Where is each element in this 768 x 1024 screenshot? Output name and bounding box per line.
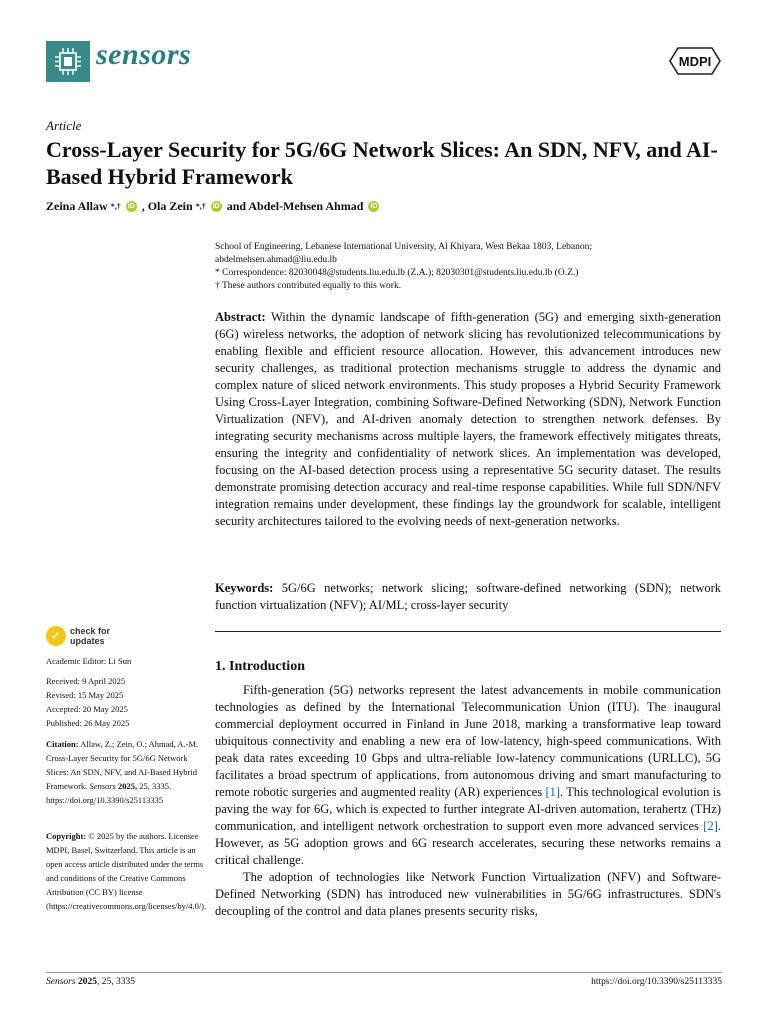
dates <box>46 674 206 730</box>
affiliations <box>215 241 735 293</box>
author-affil-mark: *,† <box>110 202 121 211</box>
citation-link[interactable]: [1] <box>545 785 561 799</box>
author-name[interactable]: and Abdel-Mehsen Ahmad <box>226 199 364 213</box>
footer-doi[interactable]: https://doi.org/10.3390/s25113335 <box>591 977 722 987</box>
divider <box>215 631 721 632</box>
date-revised: Revised: 15 May 2025 <box>46 690 124 700</box>
check-updates-line: check for <box>70 626 111 636</box>
footer-volume: , 25, 3335 <box>96 977 135 987</box>
keywords-text: 5G/6G networks; network slicing; software-defined networking (SDN); network function virtualization (NFV); AI/ML; cross-layer security <box>215 581 722 612</box>
date-published: Published: 26 May 2025 <box>46 718 130 728</box>
citation <box>46 737 206 807</box>
orcid-icon[interactable]: iD <box>127 203 135 210</box>
paragraph: Fifth-generation (5G) networks represent the latest advancements in mobile communication technologies as defined by the International Telecommunication Union (ITU). The inaugural commercial deployment occurred in Finland in June 2018, marking a transformative leap toward ubiquitous connectivity and enabling a new era of low-latency, high-speed communications. With peak data rates exceeding 10 Gbps and ultra-reliable low-latency communications (URLLC), 5G facilitates a broad spectrum of applications, from autonomous driving and smart manufacturing to remote robotic surgeries and augmented reality (AR) experiences [1]. This technological evolution is paving the way for 6G, which is expected to further integrate AI-driven automation, terahertz (THz) communication, and intelligent network orchestration to support even more advanced services [2]. However, as 5G adoption grows and 6G research accelerates, securing these networks remains a critical challenge. <box>215 683 721 867</box>
orcid-icon[interactable]: iD <box>212 203 220 210</box>
copyright-text: © 2025 by the authors. Licensee MDPI, Basel, Switzerland. This article is an open access article distributed under the terms and conditions of the Creative Commons Attribution (CC BY) license (https://creativecommons.org/licenses/by/4.0/). <box>46 831 207 911</box>
check-for-updates-badge[interactable] <box>46 626 110 646</box>
check-updates-line: updates <box>70 636 105 646</box>
section-body <box>215 682 721 920</box>
checkmark-icon: ✓ <box>46 626 66 646</box>
citation-label: Citation: <box>46 739 79 749</box>
footer-journal: Sensors <box>46 977 76 987</box>
citation-doi[interactable]: 25, 3335. https://doi.org/10.3390/s25113335 <box>46 781 172 805</box>
footer-citation <box>46 977 135 987</box>
academic-editor: Academic Editor: Li Sun <box>46 656 132 666</box>
paragraph: The adoption of technologies like Network Function Virtualization (NFV) and Software-Defined Networking (SDN) has introduced new vulnerabilities in 5G/6G infrastructures. SDN's decoupling of the control and data planes presents security risks, <box>215 870 721 918</box>
keywords <box>215 580 721 614</box>
footer-divider <box>46 972 722 973</box>
abstract <box>215 309 721 530</box>
author-affil-mark: *,† <box>195 202 206 211</box>
publisher-logo <box>668 46 722 76</box>
keywords-label: Keywords: <box>215 581 274 595</box>
citation-journal: Sensors <box>89 781 116 791</box>
publisher-name: MDPI <box>678 54 712 69</box>
paper-title: Cross-Layer Security for 5G/6G Network Slices: An SDN, NFV, and AI-Based Hybrid Framework <box>46 137 718 189</box>
section-heading: 1. Introduction <box>215 659 305 674</box>
affiliation-email[interactable]: abdelmehsen.ahmad@liu.edu.lb <box>215 255 337 265</box>
author-name[interactable]: Zeina Allaw <box>46 199 108 213</box>
date-accepted: Accepted: 20 May 2025 <box>46 704 128 714</box>
citation-text: Allaw, Z.; Zein, O.; Ahmad, A.-M. Cross-Layer Security for 5G/6G Network Slices: An SDN, NFV, and AI-Based Hybrid Framework. <box>46 739 199 791</box>
author-name[interactable]: Ola Zein <box>147 199 193 213</box>
journal-name: sensors <box>96 38 192 71</box>
orcid-icon[interactable]: iD <box>370 203 378 210</box>
footer-year: 2025 <box>77 977 97 987</box>
journal-logo-icon <box>46 41 90 82</box>
citation-year: 2025, <box>118 781 138 791</box>
correspondence-note: * Correspondence: 82030048@students.liu.edu.lb (Z.A.); 82030301@students.liu.edu.lb (O.Z.) <box>215 268 579 278</box>
affiliation-line: School of Engineering, Lebanese International University, Al Khiyara, West Bekaa 1803, Lebanon; <box>215 242 593 252</box>
citation-link[interactable]: [2] <box>703 819 718 833</box>
date-received: Received: 9 April 2025 <box>46 676 126 686</box>
equal-contribution-note: † These authors contributed equally to this work. <box>215 281 402 291</box>
article-type: Article <box>46 118 82 133</box>
copyright <box>46 829 206 913</box>
author-list: Zeina Allaw *,† iD , Ola Zein *,† iD and Abdel-Mehsen Ahmad iD <box>46 199 378 213</box>
abstract-label: Abstract: <box>215 310 266 324</box>
copyright-label: Copyright: <box>46 831 87 841</box>
abstract-text: Within the dynamic landscape of fifth-generation (5G) and emerging sixth-generation (6G) wireless networks, the adoption of network slicing has revolutionized telecommunications by enabling flexible and efficient resource allocation. However, this advancement introduces new security challenges, as traditional protection mechanisms struggle to address the dynamic and complex nature of sliced network environments. This study proposes a Hybrid Security Framework Using Cross-Layer Integration, combining Software-Defined Networking (SDN), Network Function Virtualization (NFV), and AI-driven anomaly detection to strengthen network defenses. By integrating security mechanisms across multiple layers, the framework effectively mitigates threats, ensuring the integrity and confidentiality of network slices. An implementation was developed, focusing on the AI-based detection process using a representative 5G security dataset. The results demonstrate promising detection accuracy and real-time response capabilities. While full SDN/NFV integration remains under development, these findings lay the groundwork for scalable, intelligent security architectures tailored to the evolving needs of next-generation networks. <box>215 310 721 528</box>
